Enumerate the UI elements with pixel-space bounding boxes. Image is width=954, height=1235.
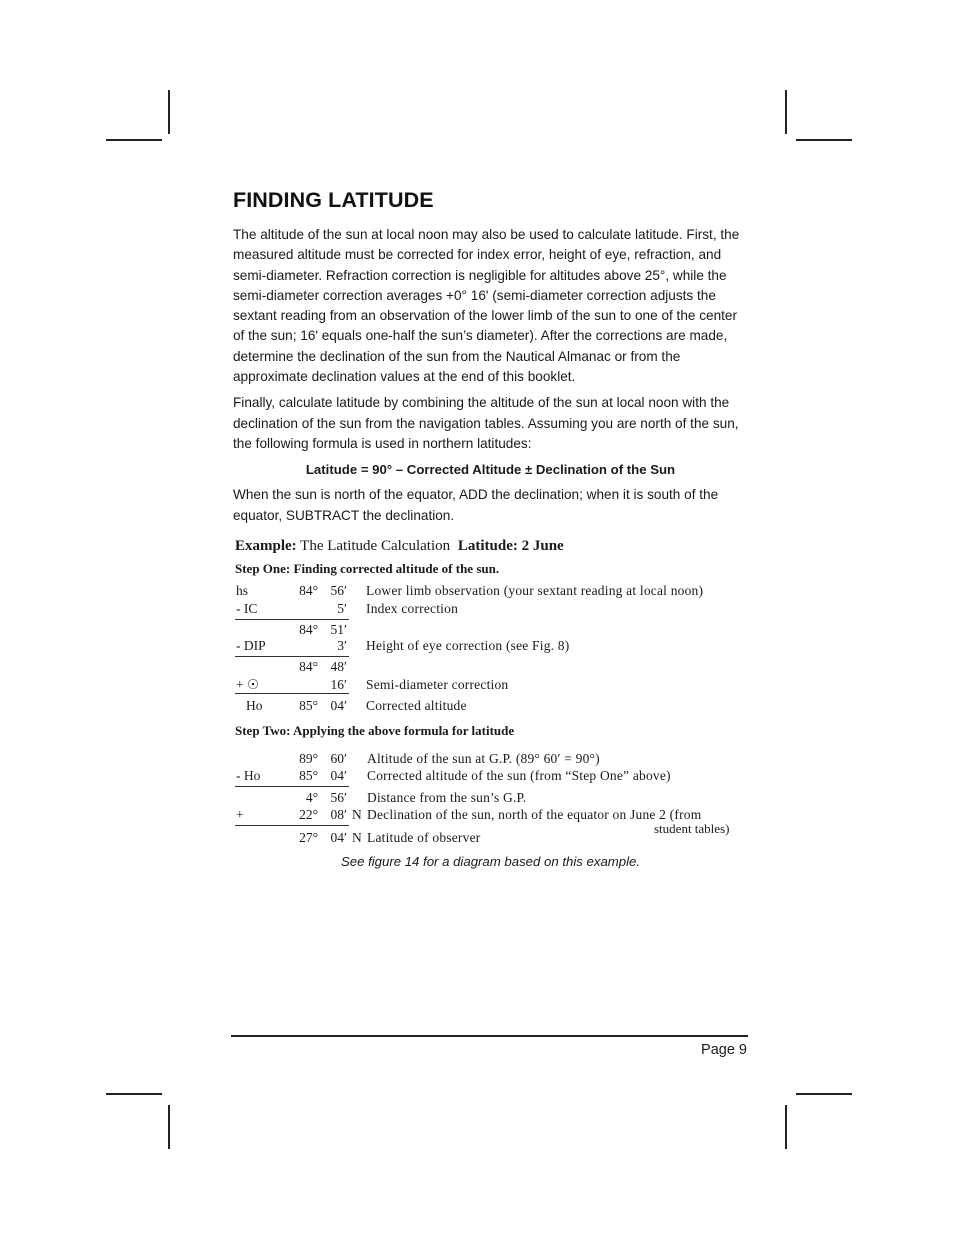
minutes-value: 04′ (330, 830, 347, 845)
body-paragraph: The altitude of the sun at local noon may also be used to calculate latitude. First, the measured altitude must be corrected for index error, height of eye, refraction, and semi-diameter. Refraction correction is negligible for altitudes above 25°, while the semi-diameter correction averages +0° 16' (semi-diameter correction adjusts the sextant reading from an observation of the lower limb of the sun to one of the center of the sun; 16' equals one-half the sun’s diameter). After the corrections are made, determine the declination of the sun from the Nautical Almanac or from the approximate declination values at the end of this booklet. (233, 227, 740, 385)
degrees-value: 22° (299, 807, 318, 822)
degrees-value: 4° (305, 790, 318, 805)
minutes-value: 04′ (330, 698, 347, 713)
degrees-value: 84° (299, 659, 318, 674)
example-heading (235, 538, 564, 555)
row-description: Corrected altitude (366, 698, 467, 713)
sum-rule (235, 786, 349, 787)
row-description: Corrected altitude of the sun (from “Step One” above) (367, 768, 671, 783)
row-description: Latitude of observer (367, 830, 481, 845)
row-description: Semi-diameter correction (366, 677, 509, 692)
footer-rule (231, 1035, 748, 1037)
step-two-title: Step Two: Applying the above formula for latitude (235, 723, 515, 738)
sum-rule (235, 656, 349, 657)
row-label: - IC (236, 601, 258, 616)
degrees-value: 84° (299, 583, 318, 598)
step-one-title: Step One: Finding corrected altitude of the sun. (235, 561, 500, 576)
example-label: Example: (235, 538, 297, 554)
minutes-value: 56′ (330, 583, 347, 598)
minutes-value: 04′ (330, 768, 347, 783)
crop-mark (106, 139, 162, 141)
minutes-value: 56′ (330, 790, 347, 805)
latitude-formula: Latitude = 90° – Corrected Altitude ± Declination of the Sun (305, 462, 676, 478)
main-content (233, 188, 748, 526)
body-paragraph: Finally, calculate latitude by combining the altitude of the sun at local noon with the declination of the sun from the navigation tables. Assuming you are north of the sun, the following formula is used in northern latitudes: (233, 395, 739, 451)
degrees-value: 27° (299, 830, 318, 845)
crop-mark (796, 1093, 852, 1095)
row-label: + (236, 807, 244, 822)
hemisphere-value: N (352, 807, 362, 822)
row-description: Declination of the sun, north of the equator on June 2 (from (367, 807, 702, 822)
row-description: Index correction (366, 601, 459, 616)
example-subtitle: Latitude: 2 June (457, 538, 564, 554)
row-label: - Ho (236, 768, 261, 783)
minutes-value: 5′ (337, 601, 347, 616)
degrees-value: 85° (299, 698, 318, 713)
figure-caption: See figure 14 for a diagram based on this example. (340, 854, 641, 869)
minutes-value: 60′ (330, 751, 347, 766)
degrees-value: 89° (299, 751, 318, 766)
minutes-value: 51′ (330, 622, 347, 637)
example-title: The Latitude Calculation (300, 538, 451, 554)
crop-mark (796, 139, 852, 141)
crop-mark (785, 90, 787, 134)
row-label: - DIP (236, 638, 266, 653)
sum-rule (235, 619, 349, 620)
crop-mark (168, 1105, 170, 1149)
body-paragraph: When the sun is north of the equator, ADD the declination; when it is south of the equator, SUBTRACT the declination. (233, 487, 719, 523)
hemisphere-value: N (352, 830, 362, 845)
row-description: Altitude of the sun at G.P. (89° 60′ = 90°) (367, 751, 600, 766)
minutes-value: 48′ (330, 659, 347, 674)
minutes-value: 3′ (337, 638, 347, 653)
row-description: Lower limb observation (your sextant reading at local noon) (366, 583, 704, 598)
row-description-cont: student tables) (654, 821, 730, 836)
row-label: Ho (246, 698, 263, 713)
minutes-value: 16′ (330, 677, 347, 692)
page-title: FINDING LATITUDE (233, 188, 434, 212)
degrees-value: 84° (299, 622, 318, 637)
crop-mark (785, 1105, 787, 1149)
page-number: Page 9 (701, 1042, 747, 1058)
row-label: hs (236, 583, 249, 598)
crop-mark (168, 90, 170, 134)
row-description: Height of eye correction (see Fig. 8) (366, 638, 570, 653)
row-label: + ☉ (236, 677, 260, 692)
crop-mark (106, 1093, 162, 1095)
minutes-value: 08′ (330, 807, 347, 822)
sum-rule (235, 825, 349, 826)
sum-rule (235, 693, 349, 694)
degrees-value: 85° (299, 768, 318, 783)
row-description: Distance from the sun’s G.P. (367, 790, 527, 805)
